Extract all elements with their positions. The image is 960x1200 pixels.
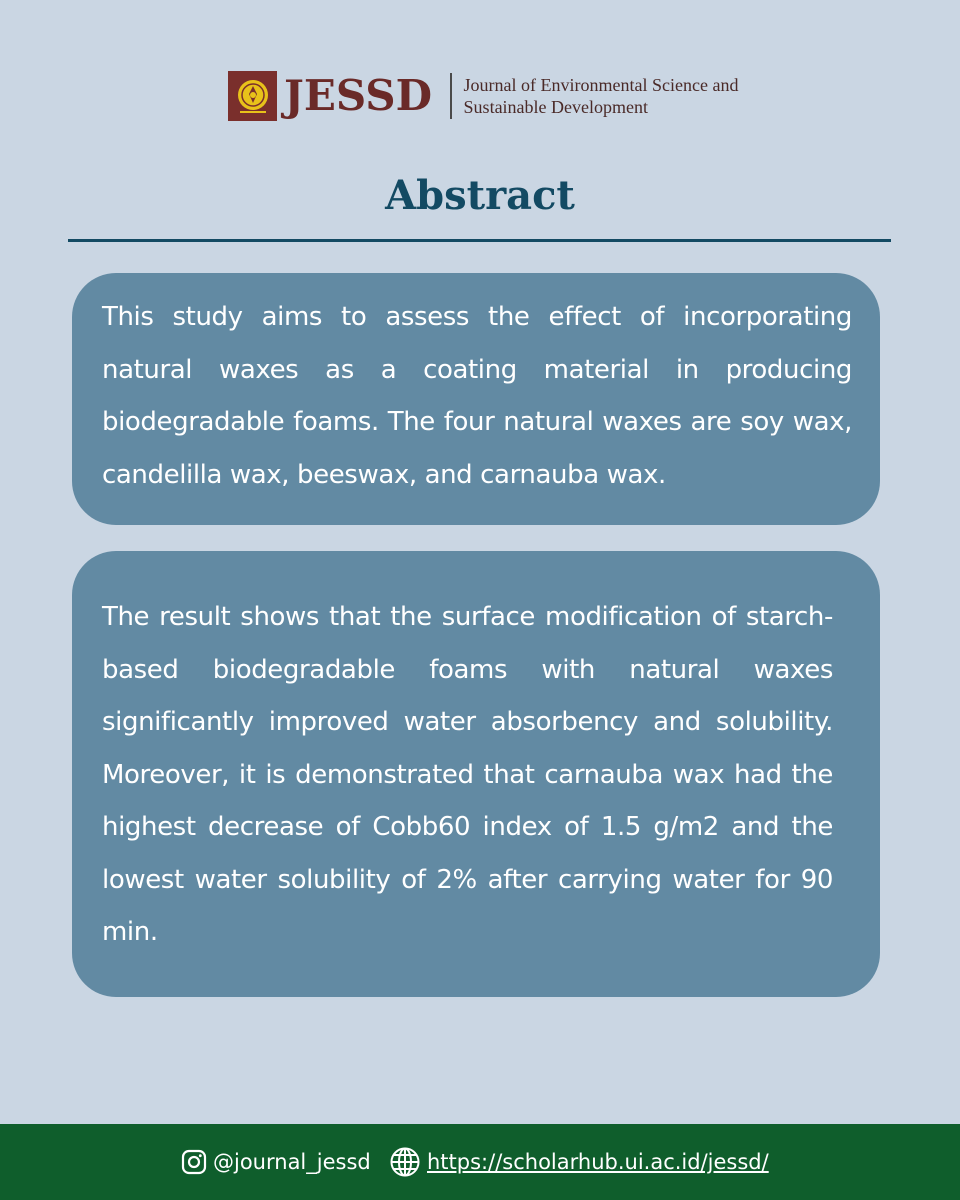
website-url[interactable]: https://scholarhub.ui.ac.id/jessd/ <box>427 1150 769 1174</box>
header-divider <box>450 73 452 119</box>
journal-full-name <box>464 74 739 118</box>
abstract-card-result <box>72 551 880 997</box>
journal-brand: JESSD <box>284 71 433 120</box>
university-seal-icon <box>228 71 277 121</box>
footer-bar <box>0 1124 960 1200</box>
globe-icon <box>389 1146 421 1178</box>
page-title: Abstract <box>385 172 575 219</box>
instagram-icon <box>181 1149 207 1175</box>
journal-name-line-2: Sustainable Development <box>463 97 649 117</box>
website-link[interactable] <box>389 1124 769 1200</box>
abstract-text-aim: This study aims to assess the effect of incorporating natural waxes as a coating material in producing biodegradable foams. The four natural waxes are soy wax, candelilla wax, beeswax, and carnauba wax. <box>102 302 852 490</box>
title-underline <box>68 239 891 242</box>
journal-header <box>228 68 738 124</box>
instagram-handle: @journal_jessd <box>213 1150 371 1174</box>
abstract-text-result: The result shows that the surface modification of starch-based biodegradable foams with natural waxes significantly improved water absorbency and solubility. Moreover, it is demonstrated that carnauba wax had the highest decrease of Cobb60 index of 1.5 g/m2 and the lowest water solubility of 2% after carrying water for 90 min. <box>102 602 833 947</box>
journal-name-line-1: Journal of Environmental Science and <box>463 75 739 95</box>
instagram-link[interactable] <box>181 1124 371 1200</box>
abstract-card-aim <box>72 273 880 525</box>
